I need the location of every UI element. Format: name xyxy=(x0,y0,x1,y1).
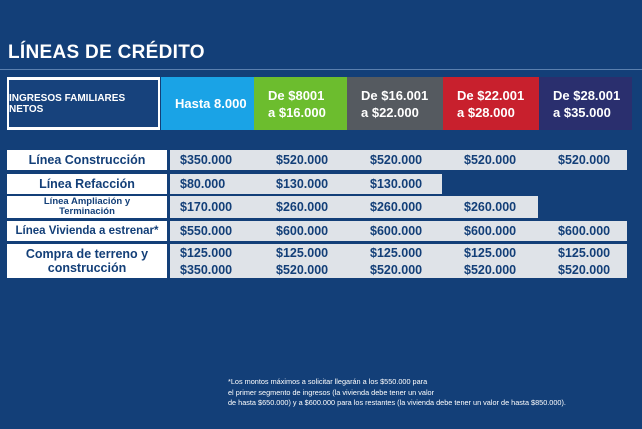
header-col-3-line1: De $16.001 xyxy=(361,87,429,103)
cell-ampliacion-3: $260.000 xyxy=(360,196,454,218)
cell-terreno-2a: $125.000 xyxy=(276,245,329,260)
header-col-5 xyxy=(539,77,632,130)
page-title: LÍNEAS DE CRÉDITO xyxy=(8,42,205,63)
header-col-2-line2: a $16.000 xyxy=(268,104,326,120)
row-label-ampliacion: Línea Ampliación y Terminación xyxy=(7,196,167,218)
cell-construccion-3: $520.000 xyxy=(360,150,454,170)
cell-construccion-2: $520.000 xyxy=(266,150,360,170)
cell-refaccion-1: $80.000 xyxy=(170,174,266,194)
cell-vivienda-1: $550.000 xyxy=(170,221,266,241)
cell-terreno-4a: $125.000 xyxy=(464,245,517,260)
header-col-3 xyxy=(347,77,443,130)
cell-terreno-3a: $125.000 xyxy=(370,245,423,260)
cell-terreno-1b: $350.000 xyxy=(180,262,233,277)
cell-terreno-4b: $520.000 xyxy=(464,262,517,277)
footnote-line-2: el primer segmento de ingresos (la vivienda debe tener un valor xyxy=(228,387,435,397)
cell-terreno-2b: $520.000 xyxy=(276,262,329,277)
header-col-2 xyxy=(254,77,347,130)
cell-construccion-1: $350.000 xyxy=(170,150,266,170)
cell-ampliacion-1: $170.000 xyxy=(170,196,266,218)
cell-refaccion-2: $130.000 xyxy=(266,174,360,194)
row-label-refaccion: Línea Refacción xyxy=(7,174,167,194)
header-col-5-line1: De $28.001 xyxy=(553,87,621,103)
header-col-5-line2: a $35.000 xyxy=(553,104,611,120)
row-label-terreno: Compra de terreno y construcción xyxy=(7,244,167,278)
cell-vivienda-3: $600.000 xyxy=(360,221,454,241)
cell-terreno-3b: $520.000 xyxy=(370,262,423,277)
cell-terreno-5b: $520.000 xyxy=(558,262,611,277)
header-label: INGRESOS FAMILIARES NETOS xyxy=(9,80,158,127)
row-label-construccion: Línea Construcción xyxy=(7,150,167,170)
header-col-3-line2: a $22.000 xyxy=(361,104,419,120)
footnote xyxy=(228,377,566,409)
cell-construccion-4: $520.000 xyxy=(454,150,548,170)
header-col-4-line2: a $28.000 xyxy=(457,104,515,120)
header-col-1 xyxy=(161,77,254,130)
header-col-4 xyxy=(443,77,539,130)
footnote-line-3: de hasta $650.000) y a $600.000 para los restantes (la vivienda debe tener un valor de hasta $850.000). xyxy=(228,398,566,407)
cell-vivienda-2: $600.000 xyxy=(266,221,360,241)
cell-terreno-1a: $125.000 xyxy=(180,245,233,260)
header-col-4-line1: De $22.001 xyxy=(457,87,525,103)
cell-ampliacion-2: $260.000 xyxy=(266,196,360,218)
cell-construccion-5: $520.000 xyxy=(548,150,627,170)
header-col-2-line1: De $8001 xyxy=(268,87,325,103)
cell-refaccion-3: $130.000 xyxy=(360,174,442,194)
footnote-line-1: *Los montos máximos a solicitar llegarán a los $550.000 para xyxy=(228,377,428,386)
header-label-box xyxy=(7,77,160,130)
header-col-1-line1: Hasta 8.000 xyxy=(175,96,247,111)
cell-ampliacion-4: $260.000 xyxy=(454,196,538,218)
cell-terreno-5a: $125.000 xyxy=(558,245,611,260)
row-label-vivienda: Línea Vivienda a estrenar* xyxy=(7,221,167,241)
cell-vivienda-5: $600.000 xyxy=(548,221,627,241)
title-divider xyxy=(0,69,642,70)
cell-vivienda-4: $600.000 xyxy=(454,221,548,241)
